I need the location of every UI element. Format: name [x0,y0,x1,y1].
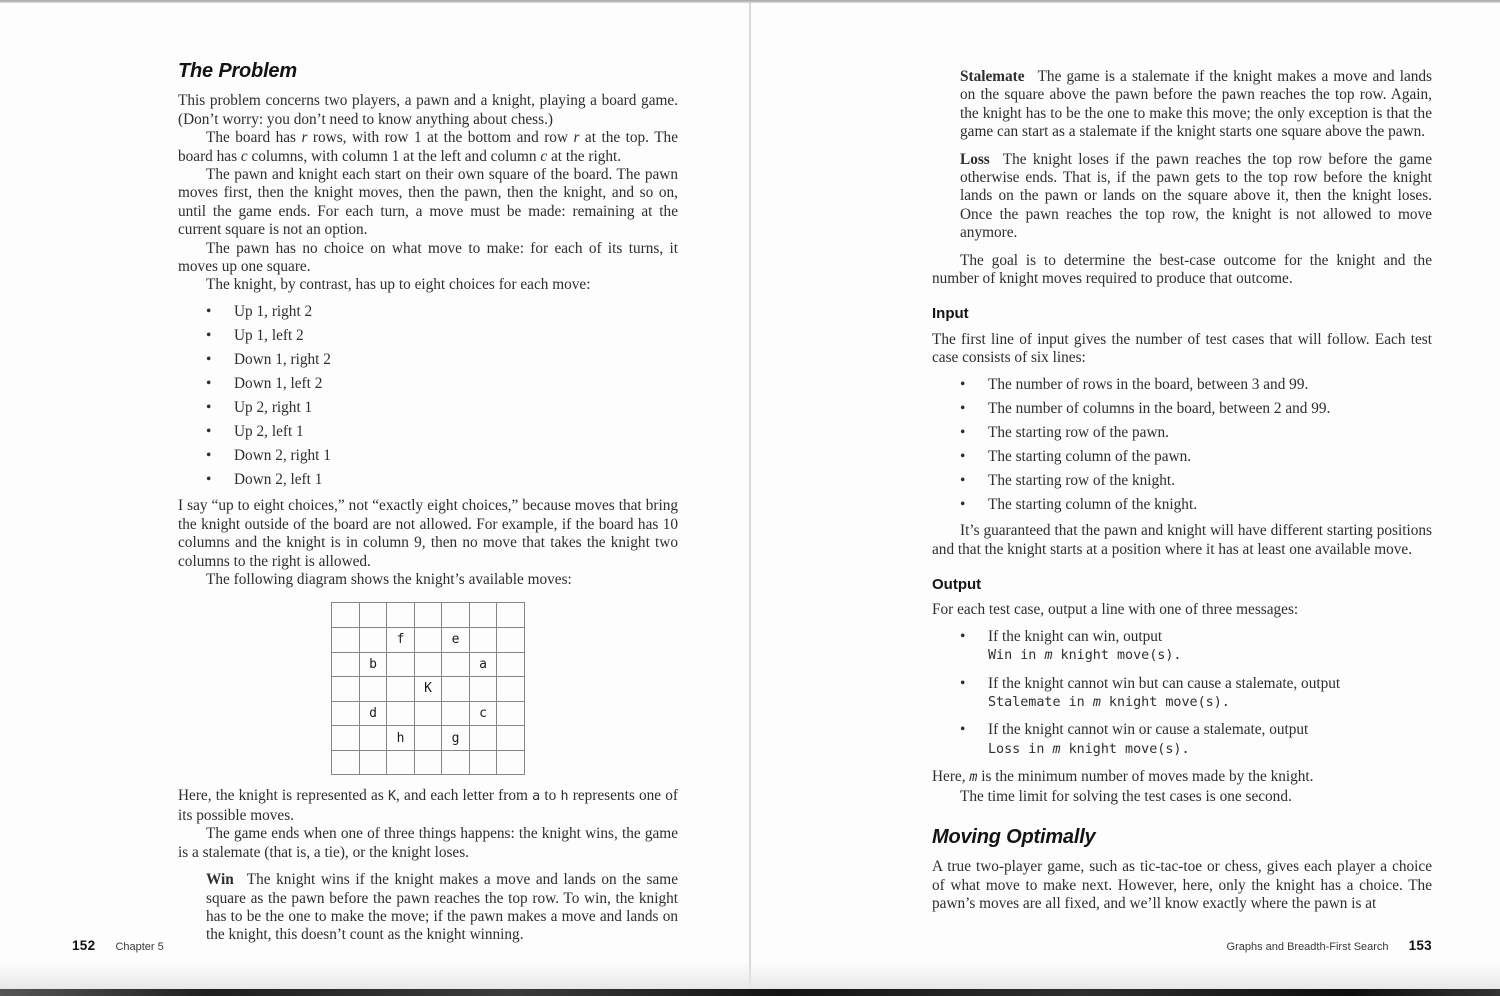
text-run: Stalemate [960,68,1025,85]
text-run: knight move(s). [1060,741,1190,757]
board-cell [497,628,525,653]
paragraph [932,601,1432,619]
text-run: K [387,789,397,805]
list-item: • Down 1, right 2 [234,351,678,369]
paragraph [932,768,1432,787]
board-cell: b [360,653,388,678]
board-diagram [331,602,525,775]
paragraph [178,825,678,862]
board-cell [470,677,498,702]
board-cell [470,726,498,751]
text-run: This problem concerns two players, a pawn and a knight, playing a board game. (Don’t worry: you don’t need to know anything about chess.) [178,92,678,128]
text-run: I say “up to eight choices,” not “exactly eight choices,” because moves that bring the knight outside of the board are not allowed. For example, if the board has 10 columns and the knight is in column 9, then no move that takes the knight two columns to the right is allowed. [178,497,678,570]
board-cell [332,677,360,702]
text-run: The following diagram shows the knight’s available moves: [206,570,572,588]
definition-win [206,871,678,945]
text-run: If the knight cannot win but can cause a stalemate, output [988,674,1341,692]
board-cell [415,653,443,678]
text-run: Here, the knight is represented as [178,787,388,805]
board-cell [415,628,443,653]
list-item [988,675,1432,713]
text-run: Loss [960,150,990,168]
text-run: The knight loses if the pawn reaches the top row before the game otherwise ends. That is, if the pawn gets to the top row before the knight lands on the pawn or lands on the square above it, then the knight loses. Once the pawn reaches the top row, the knight is not allowed to move anymore. [960,150,1432,242]
paragraph [178,240,678,277]
text-run: Win [206,871,234,889]
definition-loss [960,151,1432,243]
text-run: to [540,787,561,805]
text-run: The game is a stalemate if the knight makes a move and lands on the square above the pawn before the pawn reaches the top row. Again, the knight has to be the one to make this move; the only exception is that the game can start as a stalemate if the knight starts one square above the pawn. [960,68,1432,141]
text-run: c [540,147,548,165]
knight-moves-list [178,303,678,489]
board-cell [497,751,525,776]
text-run: m [1052,741,1061,757]
board-cell [332,653,360,678]
text-run: The goal is to determine the best-case outcome for the knight and the number of knight moves required to produce that outcome. [932,251,1432,288]
board-cell: h [387,726,415,751]
list-item [988,721,1432,759]
board-cell [387,677,415,702]
board-cell [332,702,360,727]
paragraph [932,522,1432,559]
board-cell [497,653,525,678]
text-run: r [301,129,308,147]
text-run: Stalemate in [988,694,1093,710]
list-item: • Down 2, right 1 [234,447,678,465]
text-run: For each test case, output a line with one of three messages: [932,601,1299,619]
text-run: c [240,147,248,165]
text-run: The game ends when one of three things happens: the knight wins, the game is a stalemate (that is, a tie), or the knight loses. [178,825,678,861]
board-cell [332,628,360,653]
paragraph [932,858,1432,913]
board-cell [360,603,388,628]
page-bottom-fade [0,961,1500,989]
board-cell [387,702,415,727]
board-cell [442,603,470,628]
board-cell [332,751,360,776]
list-item: • The starting row of the pawn. [988,424,1432,442]
page-gutter [749,3,751,989]
board-cell [442,653,470,678]
board-cell [360,628,388,653]
text-run: m [1044,648,1053,664]
text-run: The knight, by contrast, has up to eight choices for each move: [206,276,591,294]
footer-left [72,938,164,953]
board-cell: g [442,726,470,751]
paragraph [178,787,678,825]
list-item: • Down 2, left 1 [234,471,678,489]
running-title-right: Graphs and Breadth-First Search [1226,941,1389,953]
text-run: h [560,789,569,805]
text-run: If the knight cannot win or cause a stalemate, output [988,721,1309,739]
page-right [932,62,1432,914]
board-cell [442,702,470,727]
footer-right [1227,938,1432,953]
text-run: The knight wins if the knight makes a move and lands on the same square as the pawn before the pawn reaches the top row. To win, the knight has to be the one to make the move; if the pawn makes a move and lands on the knight, this doesn’t count as the knight winning. [206,871,678,944]
list-item: • The number of columns in the board, between 2 and 99. [988,400,1432,418]
board-cell [415,751,443,776]
section-heading-the-problem: The Problem [178,60,297,82]
board-cell [470,603,498,628]
text-run: The board has [206,129,302,147]
text-run: rows, with row 1 at the bottom and row [307,129,574,147]
paragraph [932,331,1432,368]
section-heading-moving-optimally: Moving Optimally [932,825,1096,848]
board-cell [497,726,525,751]
page-bottom-edge [0,989,1500,996]
board-cell: c [470,702,498,727]
text-run: The time limit for solving the test cases is one second. [960,787,1292,805]
list-item: • The starting column of the knight. [988,496,1432,514]
text-run: A true two-player game, such as tic-tac-toe or chess, gives each player a choice of what move to make next. However, here, only the knight has a choice. The pawn’s moves are all fixed, and we’ll know exactly where the pawn is at [932,858,1432,913]
board-cell [387,603,415,628]
text-run: m [969,770,978,786]
board-cell [442,751,470,776]
board-cell [415,603,443,628]
board-diagram-wrapper [178,602,678,775]
text-run: r [573,129,580,147]
paragraph [178,92,678,129]
list-item: • The number of rows in the board, between 3 and 99. [988,376,1432,394]
board-cell [442,677,470,702]
board-cell: f [387,628,415,653]
board-cell: e [442,628,470,653]
list-item: • Down 1, left 2 [234,375,678,393]
text-run: If the knight can win, output [988,627,1163,645]
paragraph [932,252,1432,289]
subsection-heading-output: Output [932,575,982,593]
definition-stalemate [960,68,1432,142]
text-run: , and each letter from [396,787,533,805]
paragraph [178,129,678,166]
board-cell [497,677,525,702]
text-run: Win in [988,648,1045,664]
input-lines-list [932,376,1432,514]
board-cell [332,726,360,751]
list-item: • Up 1, right 2 [234,303,678,321]
text-run: represents one of its possible moves. [178,787,679,824]
text-run: The pawn has no choice on what move to make: for each of its turns, it moves up one square. [178,239,678,276]
board-cell [497,702,525,727]
output-messages-list [932,628,1432,759]
text-run: knight move(s). [1052,648,1182,664]
running-title-left: Chapter 5 [115,941,164,953]
paragraph [178,571,678,589]
paragraph [178,276,678,294]
board-cell [415,726,443,751]
board-cell [387,751,415,776]
subsection-heading-input: Input [932,305,969,323]
board-cell [332,603,360,628]
board-cell [497,603,525,628]
list-item [988,628,1432,666]
text-run: Here, [932,768,970,786]
board-cell [470,751,498,776]
paragraph [178,497,678,571]
text-run: It’s guaranteed that the pawn and knight will have different starting positions and that the knight starts at a position where it has at least one available move. [932,522,1432,558]
text-run: at the right. [547,147,622,165]
board-cell: a [470,653,498,678]
text-run: a [532,789,541,805]
paragraph [178,166,678,240]
list-item: • Up 1, left 2 [234,327,678,345]
list-item: • Up 2, right 1 [234,399,678,417]
board-cell: d [360,702,388,727]
paragraph [932,788,1432,806]
board-cell [360,726,388,751]
page-number-left: 152 [72,938,96,953]
board-cell: K [415,677,443,702]
list-item: • The starting column of the pawn. [988,448,1432,466]
board-cell [470,628,498,653]
list-item: • The starting row of the knight. [988,472,1432,490]
board-cell [415,702,443,727]
page-left [178,62,678,945]
text-run: is the minimum number of moves made by the knight. [977,768,1314,786]
page-number-right: 153 [1408,938,1432,953]
text-run: columns, with column 1 at the left and column [247,147,541,165]
board-cell [387,653,415,678]
board-cell [360,677,388,702]
text-run: m [1092,694,1101,710]
list-item: • Up 2, left 1 [234,423,678,441]
text-run: Loss in [988,741,1053,757]
text-run: The pawn and knight each start on their own square of the board. The pawn moves first, then the knight moves, then the pawn, then the knight, and so on, until the game ends. For each turn, a move must be made: remaining at the current square is not an option. [178,166,678,239]
text-run: at the top. The board has [178,129,679,165]
board-cell [360,751,388,776]
text-run: The first line of input gives the number of test cases that will follow. Each test case consists of six lines: [932,330,1432,367]
text-run: knight move(s). [1100,694,1230,710]
